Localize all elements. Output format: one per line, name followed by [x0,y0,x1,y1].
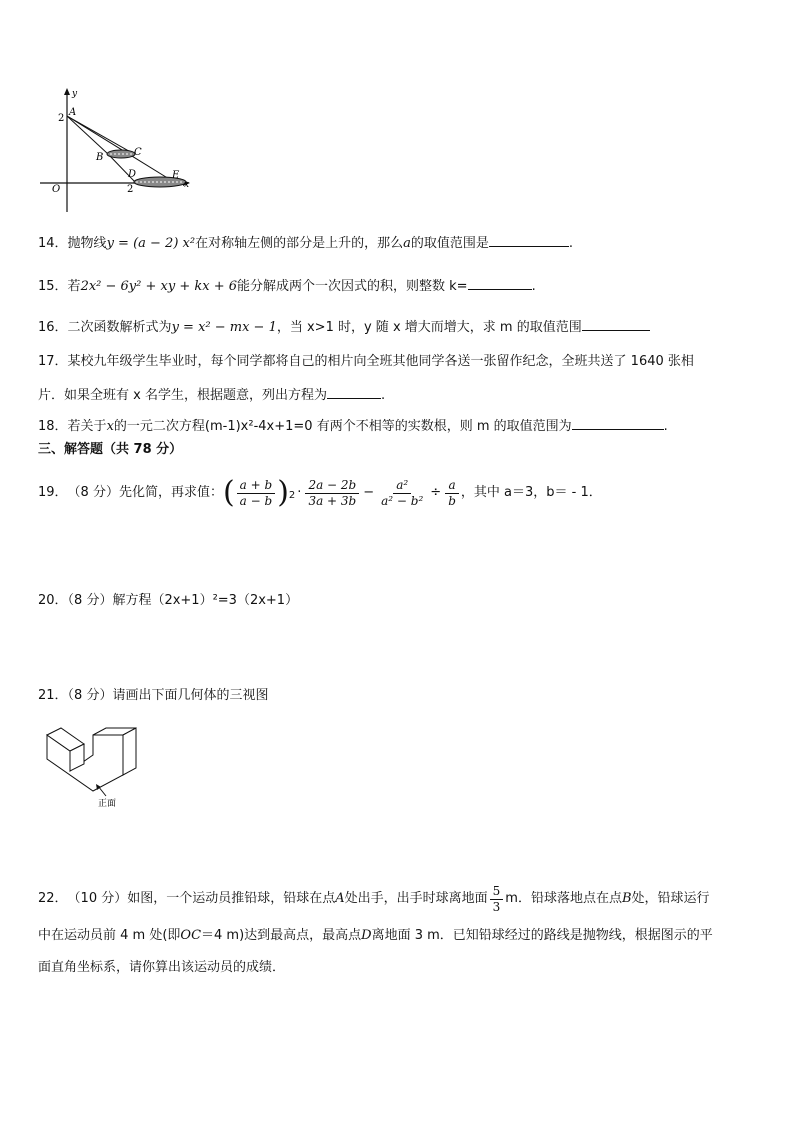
q22-point-B: B [621,891,632,906]
q14-end: . [568,236,573,251]
q15-end: . [531,279,536,294]
q14-expression: y = (a − 2) x² [106,236,196,251]
label-2-x: 2 [127,184,134,195]
question-20 [38,591,298,611]
q22-point-D: D [361,928,372,943]
q19-lead: （8 分）先化简，再求值： [67,485,223,500]
q16-text-2: ，当 x>1 时，y 随 x 增大而增大，求 m 的取值范围 [276,320,582,335]
q19-minus: − [363,485,375,500]
question-21 [38,686,268,706]
q18-answer-blank[interactable] [572,415,664,430]
q22-line-2c: 离地面 3 m．已知铅球经过的路线是抛物线，根据图示的平 [371,928,713,943]
question-18 [38,415,668,437]
q19-square: 2 [288,490,296,501]
q16-text-1: 二次函数解析式为 [67,320,172,335]
y-axis-arrow [64,88,70,95]
q14-text-3: 的取值范围是 [410,236,489,251]
q19-number: 19． [38,485,68,500]
q19-f3-numerator: a² [393,478,411,494]
q17-number: 17． [38,354,68,369]
q22-number: 22． [38,891,68,906]
coordinate-figure [36,86,206,218]
section-3-title: 三、解答题（共 78 分） [38,442,183,457]
section-3-heading [38,440,182,460]
q17-end: . [380,388,386,403]
solid-right-face [123,728,136,775]
q19-left-paren: ( [222,475,235,510]
q22-f-numerator: 5 [490,884,504,900]
q19-fraction-4 [445,478,459,509]
question-15 [38,275,536,297]
q19-tail: ，其中 a＝3，b＝ - 1． [460,485,602,500]
q22-line-2a: 中在运动员前 4 m 处(即 [38,928,181,943]
segment-AE [67,116,174,182]
q22-fraction [490,884,504,915]
label-E: E [172,170,180,181]
q22-OC: OC [180,928,202,943]
q20-text: （8 分）解方程（2x+1）²=3（2x+1） [67,593,299,608]
q19-f1-numerator: a + b [237,478,276,494]
q14-number: 14． [38,236,68,251]
q16-expression: y = x² − mx − 1 [171,320,277,335]
question-22-line-2 [38,926,713,946]
q19-f4-numerator: a [445,478,458,494]
q22-text-1: （10 分）如图，一个运动员推铅球，铅球在点 [67,891,336,906]
q22-line-3: 面直角坐标系，请你算出该运动员的成绩． [38,960,286,975]
question-17-line-2 [38,384,385,406]
q19-fraction-2 [305,478,359,509]
q19-right-paren: ) [277,475,289,510]
q17-line-1: 某校九年级学生毕业时，每个同学都将自己的相片向全班其他同学各送一张留作纪念，全班共送了 1640 张相 [67,354,694,369]
q15-text-1: 若 [67,279,81,294]
q19-f1-denominator: a − b [239,493,273,508]
q18-text-1: 若关于 [67,419,107,434]
front-label: 正面 [98,799,117,809]
q20-number: 20． [38,593,68,608]
q19-divide: ÷ [430,485,442,500]
label-D: D [128,169,137,180]
question-14 [38,232,573,254]
question-22 [38,884,710,914]
q18-number: 18． [38,419,68,434]
segment-AB [67,116,108,154]
label-x: x [184,180,190,190]
q19-fraction-3 [378,478,426,509]
label-O: O [52,184,61,195]
q17-line-2: 片．如果全班有 x 名学生，根据题意，列出方程为 [38,388,327,403]
q19-f2-denominator: 3a + 3b [308,493,357,508]
q15-number: 15． [38,279,68,294]
label-C: C [134,147,142,158]
q14-text-2: 在对称轴左侧的部分是上升的，那么 [195,236,404,251]
q14-answer-blank[interactable] [489,232,569,247]
q14-variable: a [403,236,411,251]
q22-text-3: m．铅球落地点在点 [505,891,622,906]
q15-answer-blank[interactable] [468,275,532,290]
solid-figure [40,714,140,814]
q21-text: （8 分）请画出下面几何体的三视图 [67,688,269,703]
q14-text-1: 抛物线 [67,236,107,251]
q17-answer-blank[interactable] [327,384,381,399]
label-B: B [96,152,104,163]
question-22-line-3 [38,958,285,978]
q18-variable: x [106,419,114,434]
q22-line-2b: ＝4 m)达到最高点，最高点 [201,928,362,943]
question-19 [38,470,602,516]
q16-answer-blank[interactable] [582,316,650,331]
question-17 [38,352,694,372]
q22-text-4: 处，铅球运行 [631,891,710,906]
q22-text-2: 处出手，出手时球离地面 [344,891,488,906]
q19-dot: · [297,485,302,500]
q19-fraction-1 [237,478,276,509]
q15-expression: 2x² − 6y² + xy + kx + 6 [80,279,237,294]
q16-number: 16． [38,320,68,335]
question-16 [38,316,650,338]
q15-text-2: 能分解成两个一次因式的积，则整数 k= [237,279,468,294]
label-2-y: 2 [58,113,65,124]
q19-f4-denominator: b [448,493,456,508]
q22-f-denominator: 3 [492,899,501,914]
q18-end: . [663,419,668,434]
label-y: y [72,89,78,99]
segment-AC [67,116,134,154]
q22-point-A: A [335,891,345,906]
q19-f3-denominator: a² − b² [381,493,424,508]
q18-text-2: 的一元二次方程(m-1)x²-4x+1=0 有两个不相等的实数根，则 m 的取值范围为 [113,419,572,434]
q19-f2-numerator: 2a − 2b [305,478,359,494]
q21-number: 21． [38,688,68,703]
label-A: A [69,107,77,118]
